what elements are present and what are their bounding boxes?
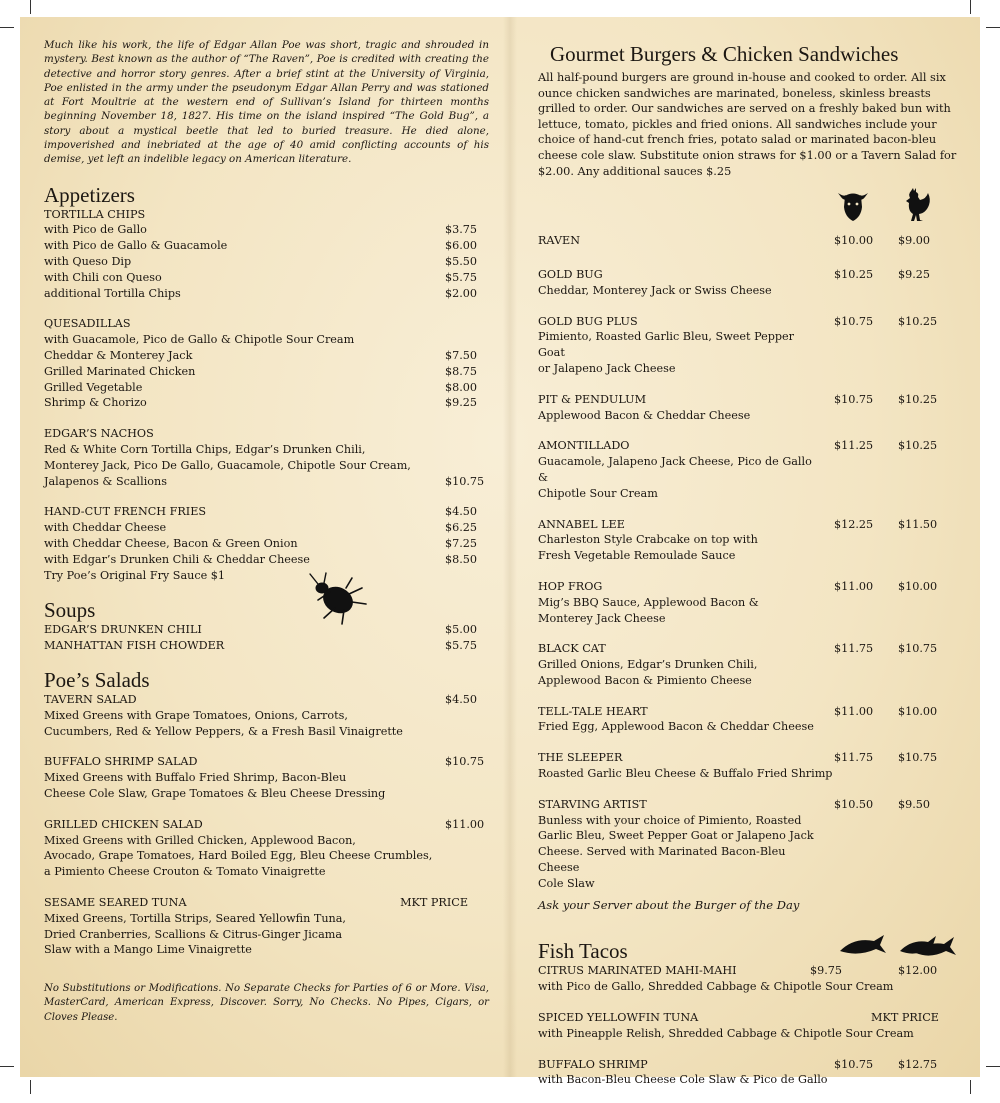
row-price: $2.00 [445, 286, 478, 300]
menu-item-salad [44, 754, 489, 801]
single-price: $9.75 [810, 964, 843, 978]
row-text: EDGAR’S DRUNKEN CHILI [44, 623, 202, 637]
beef-price: $12.25 [834, 517, 874, 531]
row-price: $5.75 [445, 270, 478, 284]
item-name: BLACK CAT [538, 642, 606, 656]
chicken-price: $10.75 [898, 751, 938, 765]
crop-mark [0, 1066, 14, 1067]
item-description: Cheese. Served with Marinated Bacon-Bleu Cheese [538, 845, 786, 875]
row-price: $10.75 [445, 755, 485, 769]
row-price: $8.00 [445, 380, 478, 394]
item-description: Guacamole, Jalapeno Jack Cheese, Pico de Gallo & [538, 455, 812, 484]
price-row [44, 817, 489, 833]
price-row [44, 895, 489, 911]
item-name: TAVERN SALAD [44, 693, 137, 706]
item-name: AMONTILLADO [538, 439, 630, 453]
section-title-soups: Soups [44, 598, 96, 623]
row-text: Shrimp & Chorizo [44, 396, 147, 410]
crop-mark [970, 1080, 971, 1094]
price-row [44, 552, 489, 568]
row-price: $7.50 [445, 349, 478, 363]
soups-section [44, 598, 489, 654]
chicken-price: $10.25 [898, 392, 938, 406]
price-row [44, 622, 489, 638]
item-description: Garlic Bleu, Sweet Pepper Goat or Jalapeno Jack [538, 829, 814, 843]
beef-price: $11.75 [834, 642, 874, 656]
item-description: Grilled Onions, Edgar’s Drunken Chili, [538, 658, 758, 672]
crop-mark [986, 1066, 1000, 1067]
policy-note: No Substitutions or Modifications. No Separate Checks for Parties of 6 or More. Visa, MasterCard, American Express, Discover. Sorry, No Checks. No Pipes, Cigars, or Cloves Please. [44, 983, 489, 1023]
menu-item-nachos [44, 426, 489, 489]
item-name: GOLD BUG [538, 267, 603, 281]
section-title-burgers: Gourmet Burgers & Chicken Sandwiches [550, 42, 899, 66]
item-description: Cole Slaw [538, 876, 595, 890]
item-name: EDGAR’S NACHOS [44, 427, 154, 441]
price-row [44, 504, 489, 520]
chicken-price: $10.00 [898, 579, 938, 593]
item-description: Mixed Greens, Tortilla Strips, Seared Yellowfin Tuna, [44, 911, 346, 925]
item-name: SESAME SEARED TUNA [44, 895, 187, 909]
double-price: MKT PRICE [871, 1011, 939, 1025]
chicken-price: $10.25 [898, 314, 938, 328]
price-row [44, 754, 489, 770]
price-row [44, 254, 489, 270]
row-price: $6.00 [445, 239, 478, 253]
row-price: $5.75 [445, 639, 478, 653]
chicken-price: $9.50 [898, 797, 931, 811]
menu-item-french-fries [44, 504, 489, 583]
item-name: STARVING ARTIST [538, 797, 647, 811]
menu-item-taco [538, 963, 958, 995]
menu-item-tortilla-chips [44, 207, 489, 302]
price-row [44, 520, 489, 536]
row-text: with Chili con Queso [44, 270, 162, 284]
item-description: Mixed Greens with Grilled Chicken, Applewood Bacon, [44, 833, 356, 847]
item-description: with Guacamole, Pico de Gallo & Chipotle Sour Cream [44, 333, 355, 347]
item-name: TELL-TALE HEART [538, 704, 648, 718]
beef-price: $10.25 [834, 267, 874, 281]
item-name: HAND-CUT FRENCH FRIES [44, 505, 207, 519]
chicken-price: $10.00 [898, 704, 938, 718]
item-description: Slaw with a Mango Lime Vinaigrette [44, 943, 252, 957]
beef-price: $11.25 [834, 439, 874, 453]
item-name: SPICED YELLOWFIN TUNA [538, 1011, 699, 1025]
price-row [44, 364, 489, 380]
row-price: MKT PRICE [400, 895, 468, 909]
item-description: Avocado, Grape Tomatoes, Hard Boiled Egg, Bleu Cheese Crumbles, [44, 849, 433, 863]
price-row [44, 536, 489, 552]
row-text: with Pico de Gallo & Guacamole [44, 239, 228, 253]
burgers-intro: All half-pound burgers are ground in-house and cooked to order. All six ounce chicken sandwiches are marinated, boneless, skinless breasts grilled to order. Our sandwiches are served on a freshly baked bun with lettuce, tomato, pickles and fried onions. All sandwiches include your choice of hand-cut french fries, potato salad or marinated bacon-bleu cheese cole slaw. Substitute onion straws for $1.00 or a Tavern Salad for $2.00. Any additional sauces $.25 [538, 71, 957, 178]
row-price: $4.50 [445, 693, 478, 706]
row-price: $4.50 [445, 505, 478, 519]
price-row [44, 380, 489, 396]
item-description: Red & White Corn Tortilla Chips, Edgar’s Drunken Chili, [44, 443, 366, 457]
menu-item-taco [538, 1010, 958, 1042]
crop-mark [0, 27, 14, 28]
item-description: Chipotle Sour Cream [538, 486, 658, 500]
price-row [44, 348, 489, 364]
item-description: Mixed Greens with Grape Tomatoes, Onions, Carrots, [44, 708, 348, 722]
price-row [44, 222, 489, 238]
item-description: Cheese Cole Slaw, Grape Tomatoes & Bleu Cheese Dressing [44, 786, 386, 800]
beef-price: $11.00 [834, 704, 874, 718]
crop-mark [30, 0, 31, 14]
menu-item-salad [44, 692, 489, 739]
rooster-icon [902, 187, 932, 225]
beef-price: $10.75 [834, 314, 874, 328]
item-description: Applewood Bacon & Cheddar Cheese [538, 408, 751, 422]
row-text: with Cheddar Cheese [44, 521, 167, 535]
cow-head-icon [836, 187, 870, 223]
item-description: Applewood Bacon & Pimiento Cheese [538, 673, 752, 687]
menu-item-burger [538, 797, 958, 892]
price-row [44, 395, 489, 411]
row-price: $11.00 [445, 817, 485, 831]
item-description: Monterey Jack, Pico De Gallo, Guacamole, Chipotle Sour Cream, [44, 458, 411, 472]
row-text: with Cheddar Cheese, Bacon & Green Onion [44, 537, 298, 551]
price-row [44, 638, 489, 654]
item-name: BUFFALO SHRIMP [538, 1057, 648, 1071]
row-price: $5.00 [445, 623, 478, 637]
crop-mark [986, 27, 1000, 28]
row-text: Cheddar & Monterey Jack [44, 349, 193, 363]
price-row [44, 692, 489, 708]
chicken-price: $9.25 [898, 267, 931, 281]
menu-item-burger [538, 750, 958, 782]
item-description: or Jalapeno Jack Cheese [538, 361, 676, 375]
price-column-icons [538, 185, 958, 227]
center-fold [503, 17, 517, 1077]
beef-price: $11.75 [834, 751, 874, 765]
item-name: PIT & PENDULUM [538, 392, 647, 406]
chicken-price: $10.25 [898, 439, 938, 453]
row-price: $6.25 [445, 521, 478, 535]
menu-item-burger [538, 233, 958, 249]
menu-item-burger [538, 314, 958, 377]
item-name: CITRUS MARINATED MAHI-MAHI [538, 964, 737, 978]
item-description: Fresh Vegetable Remoulade Sauce [538, 549, 736, 563]
double-price: $12.00 [898, 964, 938, 978]
row-text: Grilled Marinated Chicken [44, 364, 196, 378]
menu-item-burger [538, 517, 958, 564]
menu-item-quesadillas [44, 316, 489, 411]
crop-mark [30, 1080, 31, 1094]
item-description: Pimiento, Roasted Garlic Bleu, Sweet Pepper Goat [538, 330, 795, 360]
menu-item-burger [538, 438, 958, 501]
row-price: $10.75 [445, 474, 485, 488]
chicken-price: $9.00 [898, 234, 931, 248]
fish-tacos-header [538, 939, 958, 963]
menu-item-burger [538, 641, 958, 688]
item-name: TORTILLA CHIPS [44, 207, 146, 221]
beef-price: $10.50 [834, 797, 874, 811]
section-title-appetizers: Appetizers [44, 182, 135, 207]
item-description: Cucumbers, Red & Yellow Peppers, & a Fresh Basil Vinaigrette [44, 724, 403, 738]
menu-item-burger [538, 267, 958, 299]
left-panel [44, 38, 489, 1025]
section-title-salads: Poe’s Salads [44, 668, 150, 692]
double-price: $12.75 [898, 1057, 938, 1071]
item-name: HOP FROG [538, 579, 603, 593]
crop-mark [970, 0, 971, 14]
fry-sauce-note: Try Poe’s Original Fry Sauce $1 [44, 568, 226, 582]
burger-of-the-day-note: Ask your Server about the Burger of the Day [538, 897, 800, 912]
price-row [44, 238, 489, 254]
row-text: Jalapenos & Scallions [44, 474, 167, 488]
item-name: BUFFALO SHRIMP SALAD [44, 755, 198, 769]
menu-item-burger [538, 704, 958, 736]
item-description: with Pineapple Relish, Shredded Cabbage & Chipotle Sour Cream [538, 1026, 914, 1040]
row-price: $7.25 [445, 537, 478, 551]
item-name: ANNABEL LEE [538, 517, 625, 531]
row-price: $3.75 [445, 223, 478, 237]
item-name: QUESADILLAS [44, 317, 131, 331]
menu-item-salad [44, 817, 489, 880]
item-description: Cheddar, Monterey Jack or Swiss Cheese [538, 283, 772, 297]
item-name: GRILLED CHICKEN SALAD [44, 817, 203, 831]
single-price: $10.75 [834, 1057, 874, 1071]
menu-item-burger [538, 392, 958, 424]
fish-icon [838, 933, 888, 959]
menu-item-salad [44, 895, 489, 958]
row-text: MANHATTAN FISH CHOWDER [44, 639, 225, 653]
row-text: with Pico de Gallo [44, 223, 147, 237]
menu-item-taco [538, 1057, 958, 1089]
item-description: a Pimiento Cheese Crouton & Tomato Vinaigrette [44, 865, 326, 879]
fish-pair-icon [898, 933, 958, 959]
item-description: Bunless with your choice of Pimiento, Roasted [538, 813, 802, 827]
row-text: with Queso Dip [44, 255, 132, 269]
gold-bug-icon [302, 570, 370, 628]
item-description: Monterey Jack Cheese [538, 611, 666, 625]
row-price: $5.50 [445, 255, 478, 269]
row-text: additional Tortilla Chips [44, 286, 181, 300]
item-name: RAVEN [538, 234, 580, 248]
item-description: Fried Egg, Applewood Bacon & Cheddar Cheese [538, 720, 814, 734]
item-description: Mixed Greens with Buffalo Fried Shrimp, Bacon-Bleu [44, 771, 347, 785]
item-description: with Bacon-Bleu Cheese Cole Slaw & Pico de Gallo [538, 1073, 828, 1087]
beef-price: $10.00 [834, 234, 874, 248]
row-text: Grilled Vegetable [44, 380, 143, 394]
row-price: $8.50 [445, 552, 478, 566]
item-name: GOLD BUG PLUS [538, 314, 638, 328]
price-row [44, 286, 489, 302]
item-description: Roasted Garlic Bleu Cheese & Buffalo Fried Shrimp [538, 767, 833, 781]
chicken-price: $10.75 [898, 642, 938, 656]
beef-price: $10.75 [834, 392, 874, 406]
row-text: with Edgar’s Drunken Chili & Cheddar Cheese [44, 552, 310, 566]
item-name: THE SLEEPER [538, 751, 623, 765]
right-panel [538, 38, 958, 1103]
item-description: with Pico de Gallo, Shredded Cabbage & Chipotle Sour Cream [538, 980, 894, 994]
item-description: Mig’s BBQ Sauce, Applewood Bacon & [538, 595, 759, 609]
beef-price: $11.00 [834, 579, 874, 593]
price-row [44, 270, 489, 286]
item-description: Charleston Style Crabcake on top with [538, 533, 758, 547]
intro-paragraph: Much like his work, the life of Edgar Allan Poe was short, tragic and shrouded in mystery. Best known as the author of “The Raven”, Poe is credited with creating the detective and horror story genres. After a brief stint at the University of Virginia, Poe enlisted in the army under the pseudonym Edgar Allan Perry and was stationed at Fort Moultrie at the western end of Sullivan’s Island for thirteen months beginning November 18, 1827. His time on the island inspired “The Gold Bug”, a story about a mystical beetle that led to buried treasure. He died alone, impoverished and inebriated at the age of 40 amid conflicting accounts of his demise, yet left an indelible legacy on American literature. [44, 39, 489, 166]
chicken-price: $11.50 [898, 517, 938, 531]
price-row [44, 474, 489, 490]
item-description: Dried Cranberries, Scallions & Citrus-Ginger Jicama [44, 927, 343, 941]
row-price: $8.75 [445, 364, 478, 378]
section-title-fish-tacos: Fish Tacos [538, 939, 628, 964]
row-price: $9.25 [445, 396, 478, 410]
menu-item-burger [538, 579, 958, 626]
